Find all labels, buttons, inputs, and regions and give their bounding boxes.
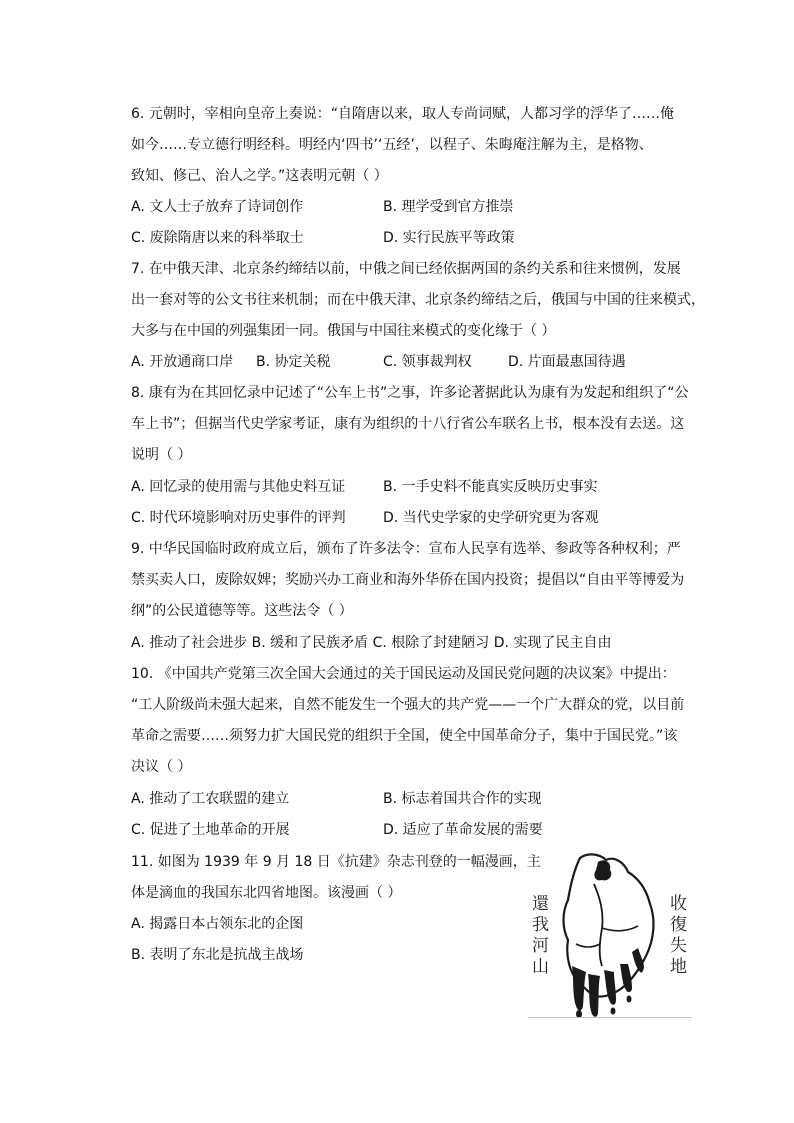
question-9-options[interactable]: A. 推动了社会进步 B. 缓和了民族矛盾 C. 根除了封建陋习 D. 实现了民主自由 bbox=[131, 635, 612, 651]
question-7-option-c[interactable]: C. 领事裁判权 bbox=[383, 354, 472, 370]
map-ink-blot bbox=[594, 860, 611, 880]
question-9-line-1: 9. 中华民国临时政府成立后，颁布了许多法令：宣布人民享有选举、参政等各种权利；严 bbox=[131, 541, 681, 557]
question-10-option-a[interactable]: A. 推动了工农联盟的建立 bbox=[131, 791, 290, 807]
question-8-option-b[interactable]: B. 一手史料不能真实反映历史事实 bbox=[383, 479, 598, 495]
question-10-option-c[interactable]: C. 促进了土地革命的开展 bbox=[131, 822, 290, 838]
question-10-line-4: 决议（ ） bbox=[131, 759, 192, 775]
question-8-line-2: 车上书”；但据当代史学家考证，康有为组织的十八行省公车联名上书，根本没有去送。这 bbox=[131, 416, 685, 432]
question-8-option-a[interactable]: A. 回忆录的使用需与其他史料互证 bbox=[131, 479, 346, 495]
question-10-option-d[interactable]: D. 适应了革命发展的需要 bbox=[383, 822, 543, 838]
question-10-line-1: 10. 《中国共产党第三次全国大会通过的关于国民运动及国民党问题的决议案》中提出： bbox=[131, 666, 676, 682]
blood-drip-1 bbox=[572, 966, 586, 1011]
question-10-line-2: “工人阶级尚未强大起来，自然不能发生一个强大的共产党——一个广大群众的党，以目前 bbox=[131, 697, 685, 713]
question-11-line-2: 体是滴血的我国东北四省地图。该漫画（ ） bbox=[131, 885, 402, 901]
cartoon-slogan-right: 收復失地 bbox=[666, 894, 686, 978]
question-9-line-3: 纲”的公民道德等等。这些法令（ ） bbox=[131, 603, 353, 619]
question-6-line-1: 6. 元朝时，宰相向皇帝上奏说：“自隋唐以来，取人专尚词赋，人都习学的浮华了……俺 bbox=[131, 106, 675, 122]
blood-drip-2 bbox=[588, 974, 600, 1017]
question-8-option-d[interactable]: D. 当代史学家的史学研究更为客观 bbox=[383, 510, 599, 526]
cartoon-map-figure bbox=[528, 848, 694, 1020]
province-border-2 bbox=[602, 926, 638, 931]
question-11-option-a[interactable]: A. 揭露日本占领东北的企图 bbox=[131, 916, 304, 932]
question-6-option-d[interactable]: D. 实行民族平等政策 bbox=[383, 230, 515, 246]
blood-drop-2 bbox=[611, 1008, 616, 1015]
question-6-line-3: 致知、修己、治人之学。”这表明元朝（ ） bbox=[131, 168, 388, 184]
province-border-1 bbox=[594, 884, 603, 966]
question-8-line-1: 8. 康有为在其回忆录中记述了“公车上书”之事，许多论著据此认为康有为发起和组织了“公 bbox=[131, 385, 689, 401]
question-7-line-1: 7. 在中俄天津、北京条约缔结以前，中俄之间已经依据两国的条约关系和往来惯例，发展 bbox=[131, 261, 681, 277]
blood-drip-3 bbox=[604, 970, 616, 1005]
question-11-option-b[interactable]: B. 表明了东北是抗战主战场 bbox=[131, 947, 304, 963]
question-7-option-b[interactable]: B. 协定关税 bbox=[256, 354, 331, 370]
province-border-3 bbox=[576, 944, 600, 947]
question-9-line-2: 禁买卖人口，废除奴婢；奖励兴办工商业和海外华侨在国内投资；提倡以“自由平等博爱为 bbox=[131, 572, 685, 588]
question-7-line-2: 出一套对等的公文书往来机制；而在中俄天津、北京条约缔结之后，俄国与中国的往来模式， bbox=[131, 292, 705, 308]
blood-drop-3 bbox=[627, 996, 632, 1003]
question-6-line-2: 如今……专立德行明经科。明经内‘四书’‘五经’，以程子、朱晦庵注解为主，是格物、 bbox=[131, 137, 653, 153]
cartoon-slogan-left: 還我河山 bbox=[528, 894, 548, 978]
question-11-line-1: 11. 如图为 1939 年 9 月 18 日《抗建》杂志刊登的一幅漫画，主 bbox=[131, 854, 541, 870]
question-8-option-c[interactable]: C. 时代环境影响对历史事件的评判 bbox=[131, 510, 346, 526]
blood-drip-5 bbox=[632, 948, 644, 973]
question-10-line-3: 革命之需要……须努力扩大国民党的组织于全国，使全中国革命分子，集中于国民党。”该 bbox=[131, 728, 678, 744]
question-6-option-a[interactable]: A. 文人士子放弃了诗词创作 bbox=[131, 199, 304, 215]
question-8-line-3: 说明（ ） bbox=[131, 447, 192, 463]
figure-baseline-rule bbox=[528, 1017, 692, 1018]
question-6-option-c[interactable]: C. 废除隋唐以来的科举取士 bbox=[131, 230, 304, 246]
question-7-option-a[interactable]: A. 开放通商口岸 bbox=[131, 354, 234, 370]
question-7-option-d[interactable]: D. 片面最惠国待遇 bbox=[508, 354, 626, 370]
question-7-line-3: 大多与在中国的列强集团一同。俄国与中国往来模式的变化缘于（ ） bbox=[131, 323, 556, 339]
question-10-option-b[interactable]: B. 标志着国共合作的实现 bbox=[383, 791, 542, 807]
question-6-option-b[interactable]: B. 理学受到官方推崇 bbox=[383, 199, 514, 215]
